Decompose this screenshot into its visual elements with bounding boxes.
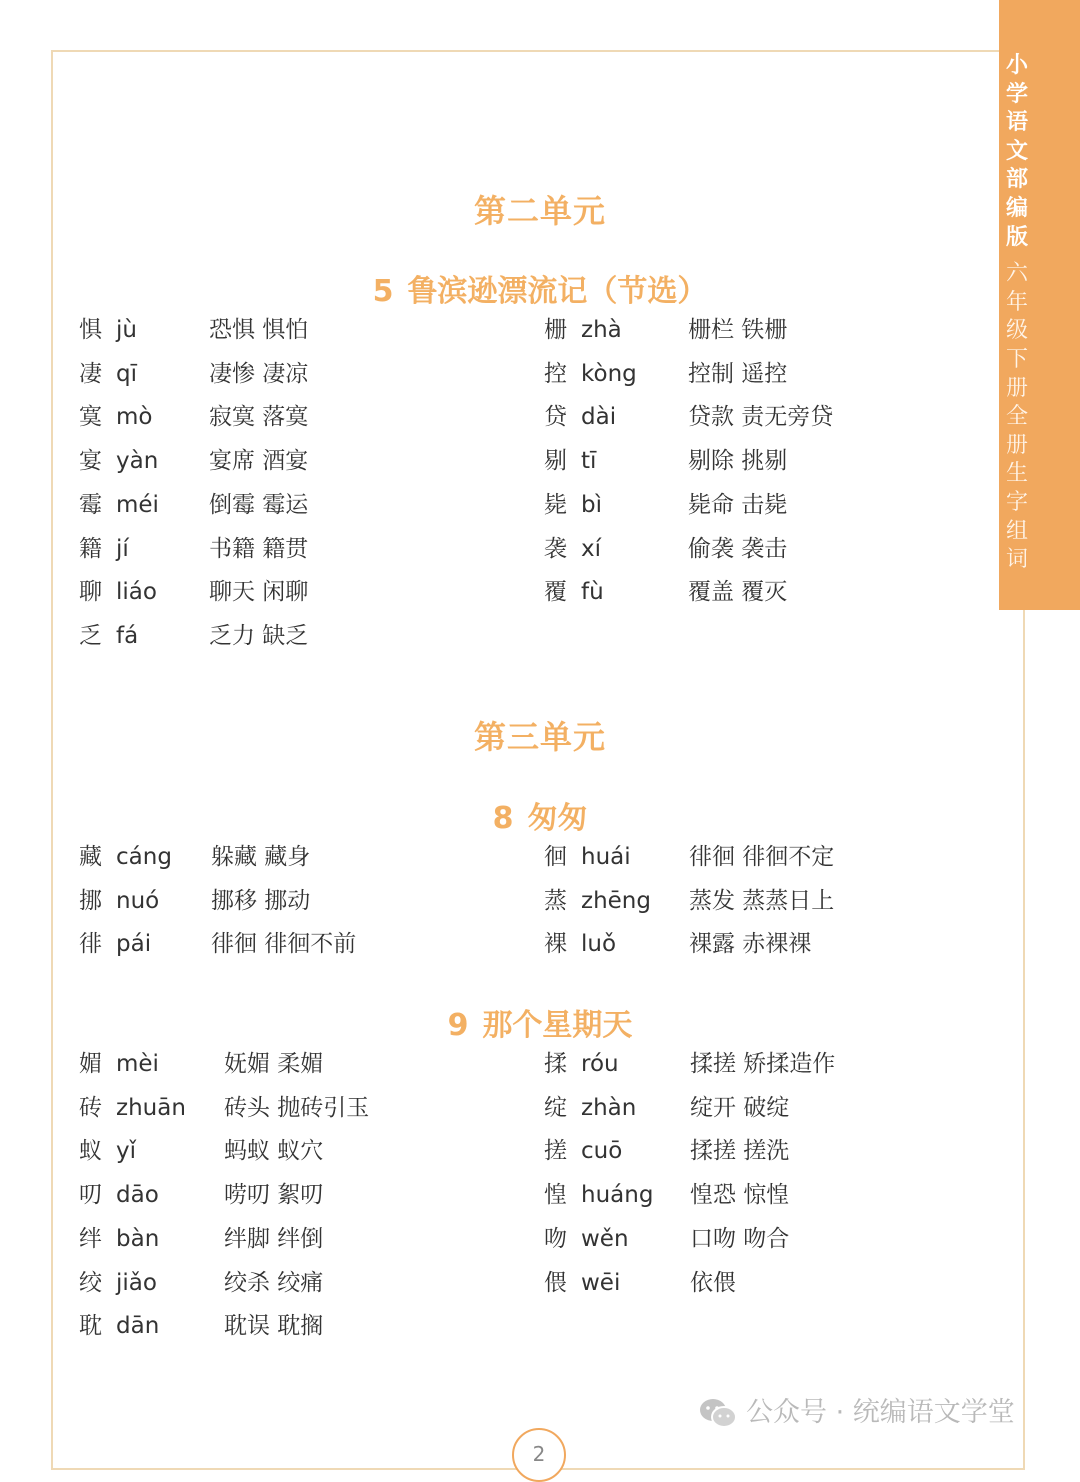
watermark-text: 公众号 · 统编语文学堂 bbox=[746, 1397, 1015, 1428]
pinyin: dài bbox=[581, 404, 617, 431]
word-group: 乏力 缺乏 bbox=[209, 622, 309, 649]
pinyin: jiǎo bbox=[116, 1269, 157, 1296]
character: 偎 bbox=[544, 1269, 567, 1296]
pinyin: tī bbox=[581, 448, 597, 475]
character: 蒸 bbox=[544, 887, 567, 914]
character: 凄 bbox=[79, 360, 102, 387]
character: 耽 bbox=[79, 1313, 102, 1340]
pinyin: wēi bbox=[581, 1269, 621, 1296]
side-tab-subtitle: 六年级下册 全册生字组词 bbox=[1005, 261, 1028, 573]
word-group: 聊天 闲聊 bbox=[209, 579, 309, 606]
word-group: 绊脚 绊倒 bbox=[224, 1225, 324, 1252]
character: 吻 bbox=[544, 1225, 567, 1252]
word-group: 书籍 籍贯 bbox=[209, 535, 309, 562]
lesson-title bbox=[0, 1000, 1080, 1044]
word-group: 唠叨 絮叨 bbox=[224, 1182, 324, 1209]
lesson-name: 鲁滨逊漂流记（节选） bbox=[407, 274, 708, 309]
character: 栅 bbox=[544, 317, 567, 343]
word-group: 口吻 吻合 bbox=[690, 1225, 790, 1252]
word-group: 揉搓 搓洗 bbox=[690, 1138, 790, 1165]
character: 袭 bbox=[544, 535, 567, 562]
word-group: 依偎 bbox=[690, 1269, 736, 1296]
character: 绽 bbox=[544, 1094, 567, 1121]
word-group: 剔除 挑剔 bbox=[688, 448, 788, 475]
character: 挪 bbox=[79, 887, 102, 914]
word-group: 寂寞 落寞 bbox=[209, 404, 309, 431]
pinyin: liáo bbox=[116, 579, 157, 606]
pinyin: mò bbox=[116, 404, 153, 431]
character: 剔 bbox=[544, 448, 567, 475]
word-group: 裸露 赤裸裸 bbox=[689, 931, 812, 958]
pinyin: zhēng bbox=[581, 887, 651, 914]
word-group: 蒸发 蒸蒸日上 bbox=[689, 887, 835, 914]
word-group: 贷款 责无旁贷 bbox=[688, 404, 834, 431]
character: 叨 bbox=[79, 1182, 102, 1209]
lesson-number: 9 bbox=[447, 1008, 469, 1043]
character: 藏 bbox=[79, 844, 102, 870]
character: 裸 bbox=[544, 931, 567, 958]
character: 惧 bbox=[79, 317, 102, 343]
word-group: 绞杀 绞痛 bbox=[224, 1269, 324, 1296]
side-tab-text bbox=[1004, 52, 1030, 575]
page-frame bbox=[51, 50, 1025, 1470]
word-group: 砖头 抛砖引玉 bbox=[224, 1094, 370, 1121]
pinyin: huáng bbox=[581, 1182, 654, 1209]
character: 惶 bbox=[544, 1182, 567, 1209]
character: 揉 bbox=[544, 1051, 567, 1077]
word-group: 毙命 击毙 bbox=[688, 491, 788, 518]
pinyin: zhuān bbox=[116, 1094, 186, 1121]
pinyin: fá bbox=[116, 622, 139, 649]
pinyin: jù bbox=[116, 317, 137, 343]
pinyin: zhàn bbox=[581, 1094, 637, 1121]
pinyin: bì bbox=[581, 491, 602, 518]
word-group: 蚂蚁 蚁穴 bbox=[224, 1138, 324, 1165]
pinyin: qī bbox=[116, 360, 137, 387]
lesson-number: 5 bbox=[372, 274, 394, 309]
word-group: 覆盖 覆灭 bbox=[688, 579, 788, 606]
pinyin: dān bbox=[116, 1313, 160, 1340]
word-group: 惶恐 惊惶 bbox=[690, 1182, 790, 1209]
character: 贷 bbox=[544, 404, 567, 431]
character: 砖 bbox=[79, 1094, 102, 1121]
character: 控 bbox=[544, 360, 567, 387]
lesson-title bbox=[0, 266, 1080, 310]
pinyin: yǐ bbox=[116, 1138, 137, 1165]
word-group: 宴席 酒宴 bbox=[209, 448, 309, 475]
lesson-name: 匆匆 bbox=[527, 801, 588, 836]
pinyin: zhà bbox=[581, 317, 622, 343]
lesson-name: 那个星期天 bbox=[482, 1008, 633, 1043]
pinyin: róu bbox=[581, 1051, 619, 1077]
pinyin: dāo bbox=[116, 1182, 159, 1209]
character: 寞 bbox=[79, 404, 102, 431]
word-group: 挪移 挪动 bbox=[211, 887, 311, 914]
character: 绊 bbox=[79, 1225, 102, 1252]
pinyin: jí bbox=[116, 535, 129, 562]
character: 乏 bbox=[79, 622, 102, 649]
pinyin: bàn bbox=[116, 1225, 160, 1252]
pinyin: pái bbox=[116, 931, 152, 958]
unit-title: 第三单元 bbox=[473, 718, 606, 756]
pinyin: méi bbox=[116, 491, 159, 518]
word-group: 徘徊 徘徊不前 bbox=[211, 931, 357, 958]
pinyin: cáng bbox=[116, 844, 172, 870]
pinyin: mèi bbox=[116, 1051, 159, 1077]
word-group: 揉搓 矫揉造作 bbox=[690, 1051, 836, 1077]
character: 媚 bbox=[79, 1051, 102, 1077]
pinyin: fù bbox=[581, 579, 604, 606]
pinyin: xí bbox=[581, 535, 602, 562]
character: 聊 bbox=[79, 579, 102, 606]
character: 搓 bbox=[544, 1138, 567, 1165]
side-tab-title: 小学语文部编版 bbox=[1005, 53, 1028, 250]
word-group: 躲藏 藏身 bbox=[211, 844, 311, 870]
word-group: 徘徊 徘徊不定 bbox=[689, 844, 835, 870]
wechat-icon bbox=[698, 1397, 738, 1429]
word-group: 妩媚 柔媚 bbox=[224, 1051, 324, 1077]
pinyin: yàn bbox=[116, 448, 159, 475]
lesson-title bbox=[0, 793, 1080, 837]
pinyin: nuó bbox=[116, 887, 160, 914]
character: 徘 bbox=[79, 931, 102, 958]
character: 毙 bbox=[544, 491, 567, 518]
word-group: 绽开 破绽 bbox=[690, 1094, 790, 1121]
lesson-number: 8 bbox=[492, 801, 514, 836]
character: 霉 bbox=[79, 491, 102, 518]
word-group: 偷袭 袭击 bbox=[688, 535, 788, 562]
word-group: 倒霉 霉运 bbox=[209, 491, 309, 518]
pinyin: huái bbox=[581, 844, 631, 870]
word-group: 耽误 耽搁 bbox=[224, 1313, 324, 1340]
page-number: 2 bbox=[512, 1428, 566, 1482]
character: 徊 bbox=[544, 844, 567, 870]
character: 籍 bbox=[79, 535, 102, 562]
word-group: 凄惨 凄凉 bbox=[209, 360, 309, 387]
word-group: 栅栏 铁栅 bbox=[688, 317, 788, 343]
pinyin: cuō bbox=[581, 1138, 623, 1165]
unit-title: 第二单元 bbox=[473, 192, 606, 230]
pinyin: kòng bbox=[581, 360, 637, 387]
character: 绞 bbox=[79, 1269, 102, 1296]
pinyin: luǒ bbox=[581, 931, 617, 958]
character: 蚁 bbox=[79, 1138, 102, 1165]
pinyin: wěn bbox=[581, 1225, 629, 1252]
word-group: 控制 遥控 bbox=[688, 360, 788, 387]
character: 宴 bbox=[79, 448, 102, 475]
word-group: 恐惧 惧怕 bbox=[209, 317, 309, 343]
character: 覆 bbox=[544, 579, 567, 606]
